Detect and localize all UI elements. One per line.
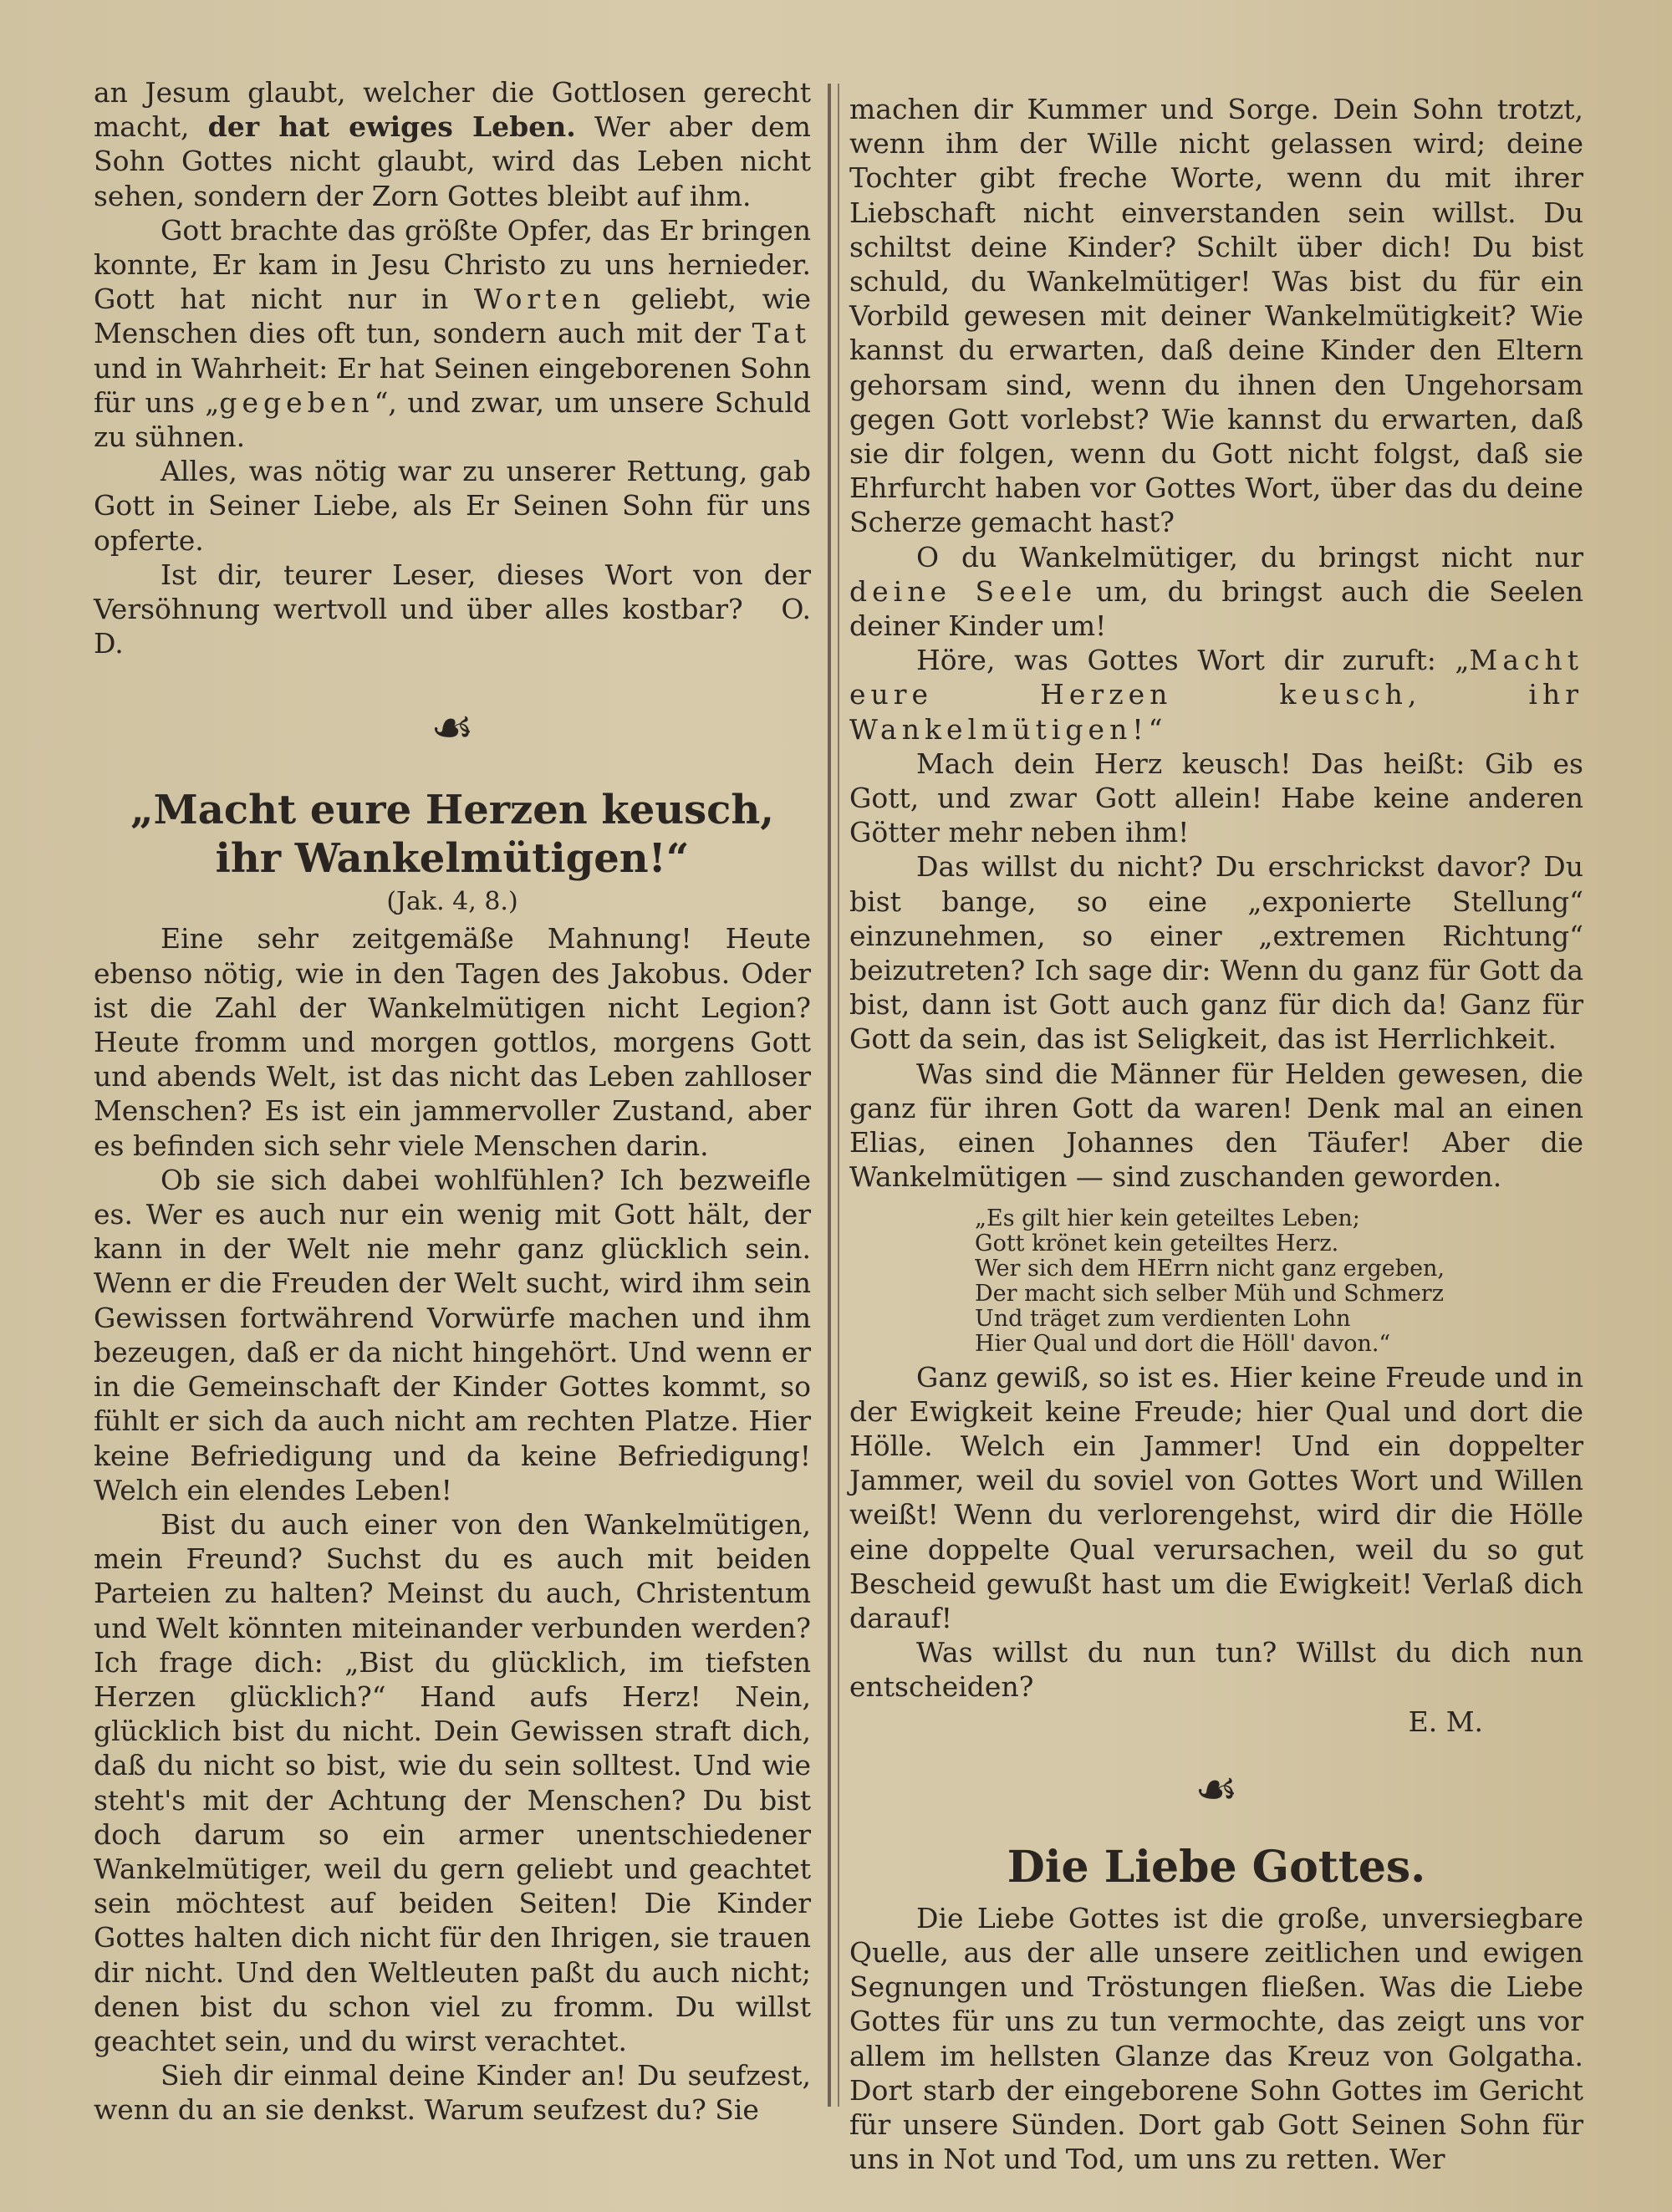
poem-stanza	[975, 1206, 1583, 1357]
text: Höre, was Gottes Wort dir zuruft: „	[916, 644, 1470, 677]
article-heading: Die Liebe Gottes.	[1007, 1841, 1426, 1893]
article-paragraph: Bist du auch einer von den Wankelmütigen, mein Freund? Suchst du es auch mit beiden Parteien zu halten? Meinst du auch, Christentum und Welt könnten miteinander verbunden werden? Ich frage dich: „Bist du glücklich, im tiefsten Herzen glücklich?“ Hand aufs Herz! Nein, glücklich bist du nicht. Dein Gewissen straft dich, daß du nicht so bist, wie du sein solltest. Und wie steht's mit der Achtung der Menschen? Du bist doch darum so ein armer unentschiedener Wankelmütiger, weil du gern geliebt und geachtet sein möchtest auf beiden Seiten! Die Kinder Gottes halten dich nicht für den Ihrigen, sie trauen dir nicht. Und den Weltleuten paßt du auch nicht; denen bist du schon viel zu fromm. Du willst geachtet sein, und du wirst verachtet.	[94, 1507, 811, 2057]
text: “, und zwar, um unsere Schuld zu sühnen.	[94, 385, 811, 454]
scripture-reference: (Jak. 4, 8.)	[386, 887, 518, 917]
bold-phrase: der hat ewiges Leben.	[207, 110, 576, 144]
article-paragraph: Ob sie sich dabei wohlfühlen? Ich bezweifle es. Wer es auch nur ein wenig mit Gott hält, der kann in der Welt nie mehr ganz glücklich sein. Wenn er die Freuden der Welt sucht, wird ihm sein Gewissen fortwährend Vorwürfe machen und ihm bezeugen, daß er da nicht hingehört. Und wenn er in die Gemeinschaft der Kinder Gottes kommt, so fühlt er sich da auch nicht am rechten Platze. Hier keine Befriedigung und da keine Befriedigung! Welch ein elendes Leben!	[94, 1163, 811, 1506]
article-heading: „Macht eure Herzen keusch, ihr Wankelmütigen!“	[130, 787, 774, 883]
paragraph-question	[94, 558, 811, 661]
signature: O. D.	[94, 593, 811, 660]
text: Ist dir, teurer Leser, dieses Wort von der Versöhnung wertvoll und über alles kostbar?	[94, 558, 811, 626]
spaced-word: Macht eure Herzen keusch, ihr Wankelmütigen!	[849, 644, 1583, 746]
article-paragraph	[849, 540, 1583, 644]
poem-line: Der macht sich selber Müh und Schmerz	[975, 1280, 1444, 1307]
left-column	[94, 75, 811, 2128]
spaced-word: deine Seele	[849, 574, 1078, 608]
poem-line: Hier Qual und dort die Höll' davon.“	[975, 1330, 1391, 1357]
article-paragraph	[849, 643, 1583, 747]
article-paragraph: Das willst du nicht? Du erschrickst davor? Du bist bange, so eine „exponierte Stellung“ einzunehmen, so einer „extremen Richtung“ beizutreten? Ich sage dir: Wenn du ganz für Gott da bist, dann ist Gott auch ganz für dich da! Ganz für Gott da sein, das ist Seligkeit, das ist Herrlichkeit.	[849, 850, 1583, 1056]
signature: E. M.	[1408, 1705, 1483, 1738]
paragraph-intro	[94, 75, 811, 213]
poem-line: Und träget zum verdienten Lohn	[975, 1305, 1351, 1332]
intro-text: an Jesum glaubt, welcher die Gottlosen gerecht macht,	[94, 76, 811, 144]
article-paragraph: Die Liebe Gottes ist die große, unversiegbare Quelle, aus der alle unsere zeitlichen und ewigen Segnungen und Tröstungen fließen. Was die Liebe Gottes für uns zu tun vermochte, das zeigt uns vor allem im hellsten Glanze das Kreuz von Golgatha. Dort starb der eingeborene Sohn Gottes im Gericht für unsere Sünden. Dort gab Gott Seinen Sohn für uns in Not und Tod, um uns zu retten. Wer	[849, 1901, 1583, 2176]
article-paragraph: machen dir Kummer und Sorge. Dein Sohn trotzt, wenn ihm der Wille nicht gelassen wird; deine Tochter gibt freche Worte, wenn du mit ihrer Liebschaft nicht einverstanden sein willst. Du schiltst deine Kinder? Schilt über dich! Du bist schuld, du Wankelmütiger! Was bist du für ein Vorbild gewesen mit deiner Wankelmütigkeit? Wie kannst du erwarten, daß deine Kinder den Eltern gehorsam sind, wenn du ihnen den Ungehorsam gegen Gott vorlebst? Wie kannst du erwarten, daß sie dir folgen, wenn du Gott nicht folgst, daß sie Ehrfurcht haben vor Gottes Wort, über das du deine Scherze gemacht hast?	[849, 93, 1583, 539]
article-paragraph: Ganz gewiß, so ist es. Hier keine Freude und in der Ewigkeit keine Freude; hier Qual und dort die Hölle. Welch ein Jammer! Und ein doppelter Jammer, weil du soviel von Gottes Wort und Willen weißt! Wenn du verlorengehst, wird dir die Hölle eine doppelte Qual verursachen, weil du so gut Bescheid gewußt hast um die Ewigkeit! Verlaß dich darauf!	[849, 1360, 1583, 1634]
article-paragraph: Was sind die Männer für Helden gewesen, die ganz für ihren Gott da waren! Denk mal an einen Elias, einen Johannes den Täufer! Aber die Wankelmütigen — sind zuschanden geworden.	[849, 1057, 1583, 1194]
text: O du Wankelmütiger, du bringst nicht nur	[916, 540, 1583, 573]
article-paragraph: Mach dein Herz keusch! Das heißt: Gib es Gott, und zwar Gott allein! Habe keine anderen Götter mehr neben ihm!	[849, 747, 1583, 849]
text: um, du bringst auch die Seelen deiner Kinder um!	[849, 574, 1583, 643]
spaced-word: Tat	[752, 317, 811, 350]
ornament-icon: ☙	[1195, 1760, 1238, 1817]
column-divider	[828, 84, 831, 2107]
right-column	[849, 92, 1583, 2176]
article-paragraph: Was willst du nun tun? Willst du dich nun entscheiden?	[849, 1636, 1583, 1704]
paragraph-rescue: Alles, was nötig war zu unserer Rettung, gab Gott in Seiner Liebe, als Er Seinen Sohn für uns opferte.	[94, 455, 811, 557]
intro-rest: Wer aber dem Sohn Gottes nicht glaubt, wird das Leben nicht sehen, sondern der Zorn Gottes bleibt auf ihm.	[94, 110, 811, 212]
poem-line: Wer sich dem HErrn nicht ganz ergeben,	[975, 1255, 1445, 1282]
ornament-icon: ☙	[431, 699, 474, 757]
text: “	[1148, 712, 1163, 746]
text: Gott brachte das größte Opfer, das Er bringen konnte, Er kam in Jesu Christo zu uns hernieder. Gott hat nicht nur in	[94, 213, 811, 316]
article-paragraph: Eine sehr zeitgemäße Mahnung! Heute ebenso nötig, wie in den Tagen des Jakobus. Oder ist die Zahl der Wankelmütigen nicht Legion? Heute fromm und morgen gottlos, morgens Gott und abends Welt, ist das nicht das Leben zahlloser Menschen? Es ist ein jammervoller Zustand, aber es befinden sich sehr viele Menschen darin.	[94, 922, 811, 1162]
spaced-word: Worten	[473, 283, 606, 316]
spaced-word: gegeben	[219, 385, 375, 419]
article-paragraph: Sieh dir einmal deine Kinder an! Du seufzest, wenn du an sie denkst. Warum seufzest du? Sie	[94, 2059, 811, 2127]
paragraph-sacrifice	[94, 213, 811, 454]
text: geliebt, wie Menschen dies oft tun, sondern auch mit der	[94, 283, 811, 350]
text: und in Wahrheit: Er hat Seinen eingeborenen Sohn für uns „	[94, 351, 811, 419]
column-divider-thin	[838, 84, 839, 2107]
poem-line: Gott krönet kein geteiltes Herz.	[975, 1230, 1339, 1256]
poem-line: „Es gilt hier kein geteiltes Leben;	[975, 1205, 1360, 1231]
